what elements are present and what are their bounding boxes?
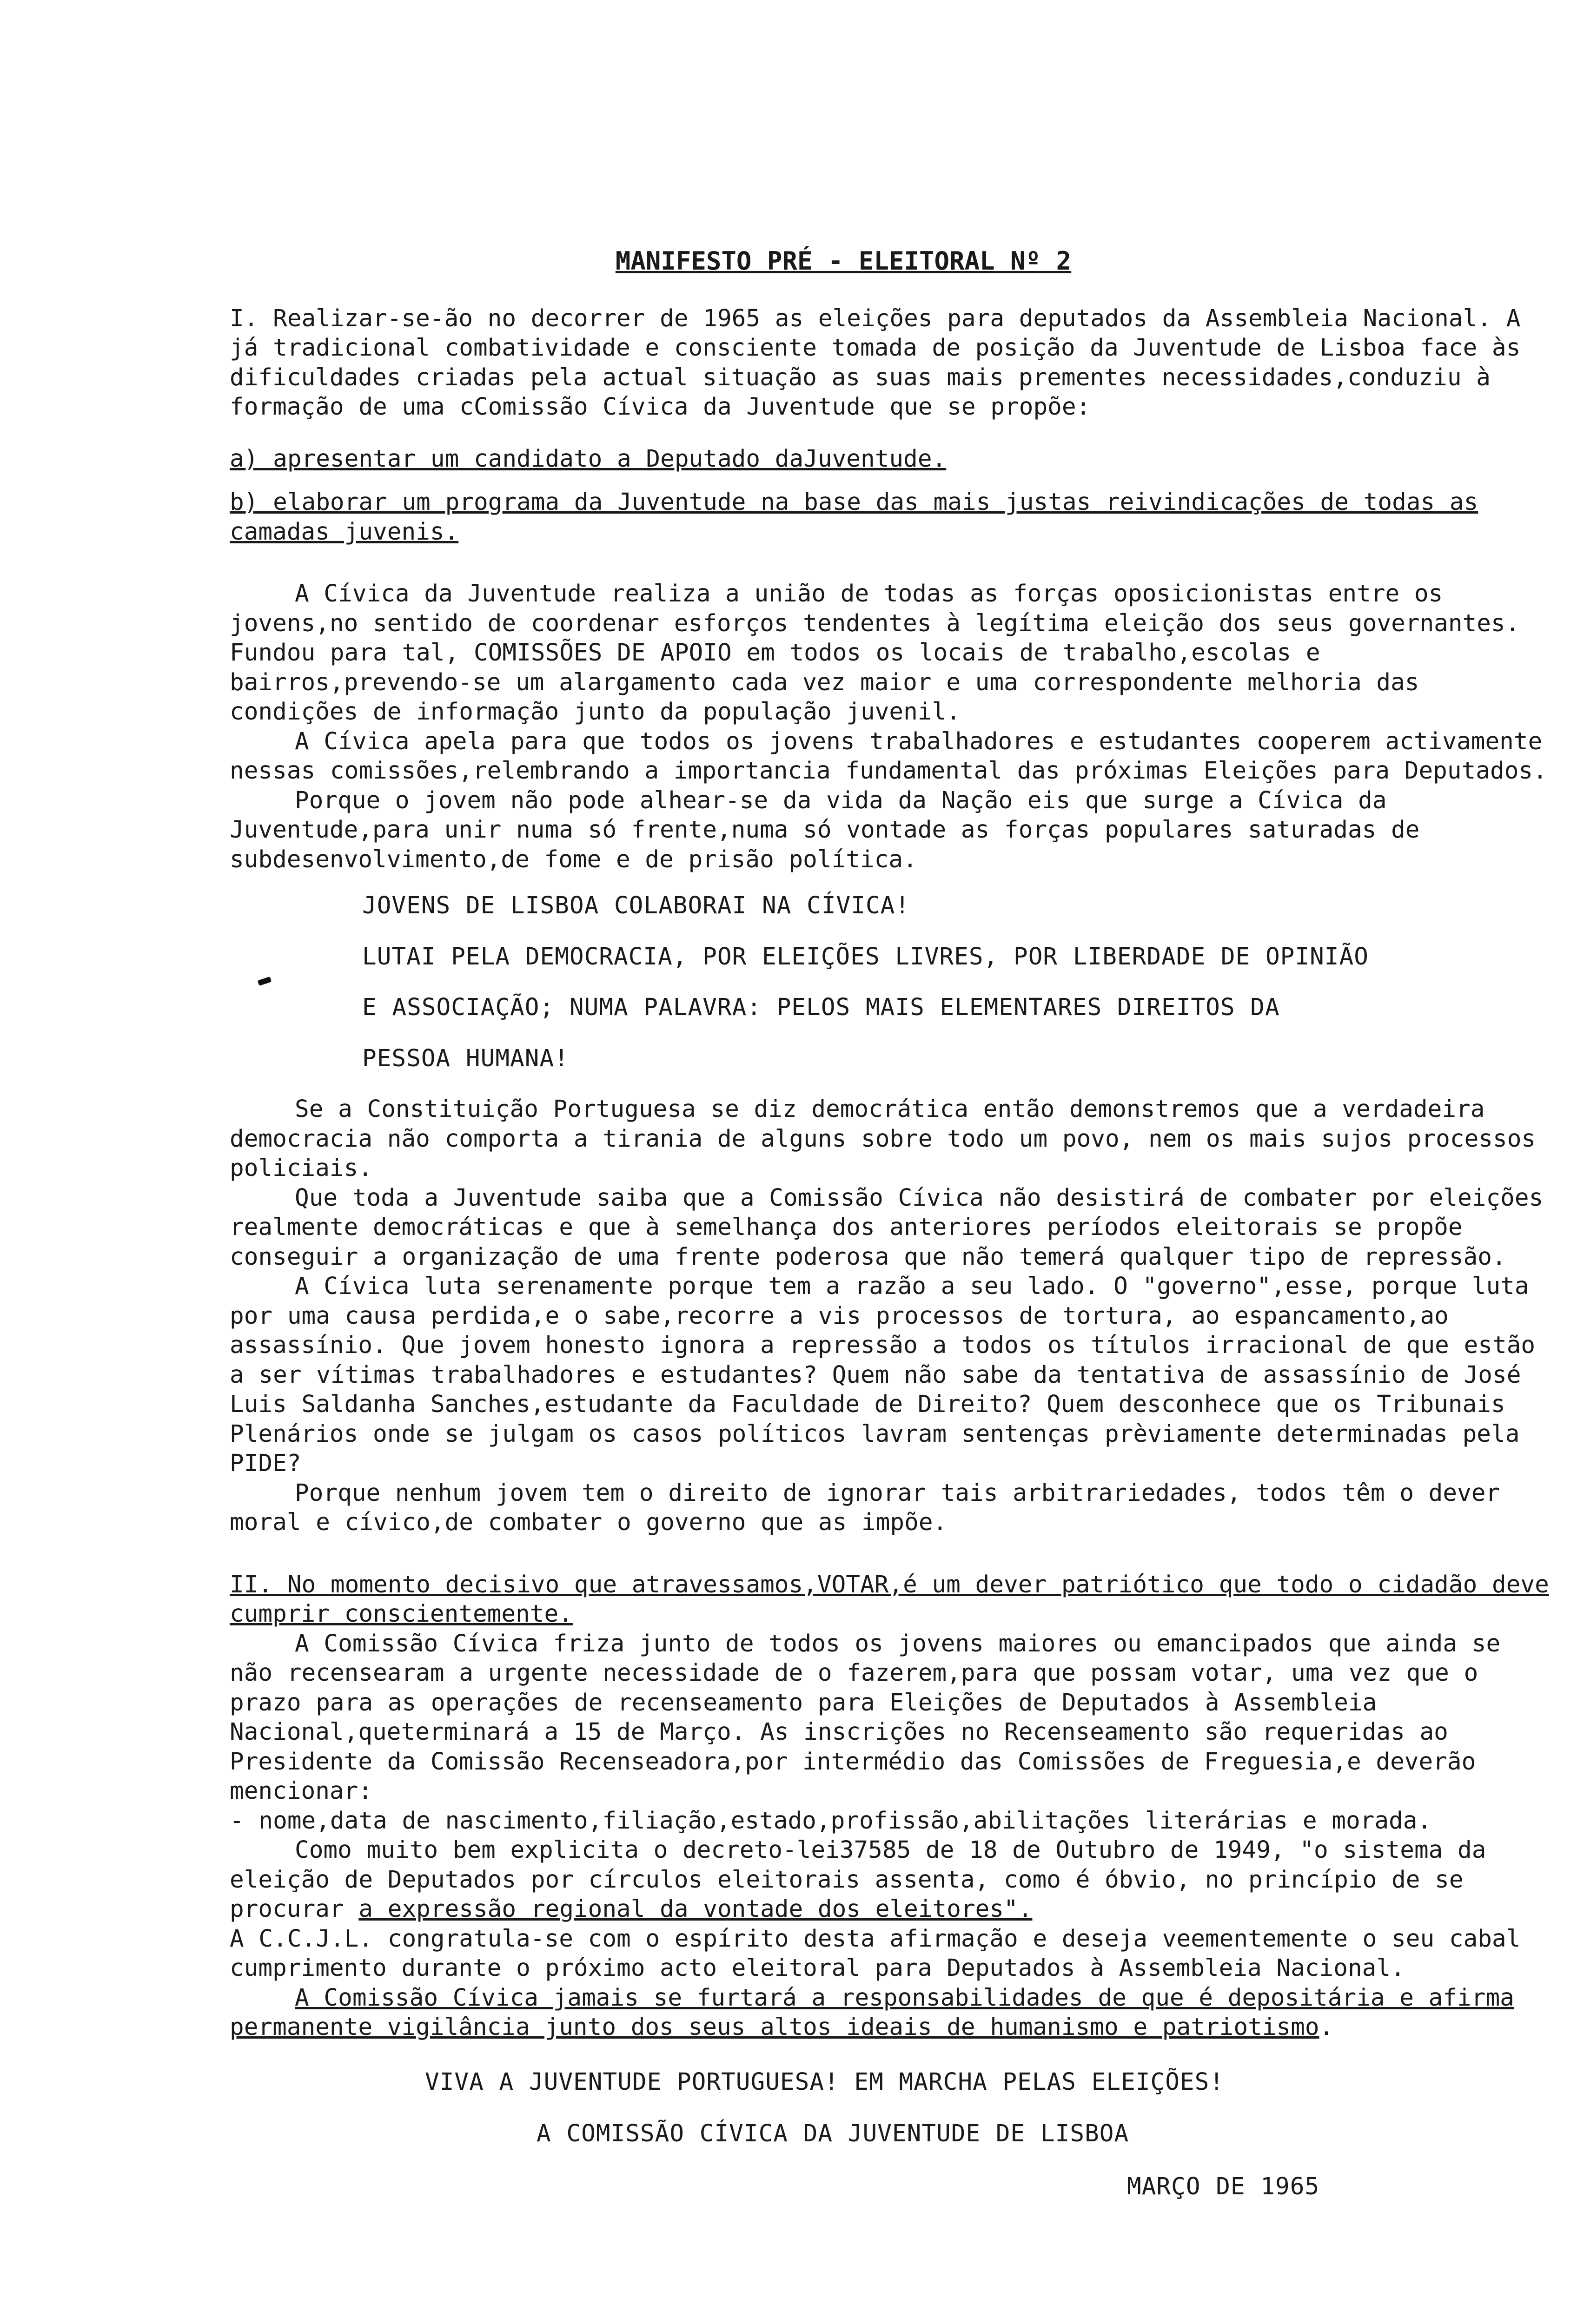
paragraph-commission-resolve: Que toda a Juventude saiba que a Comissão Cívica não desistirá de combater por eleições realmente democráticas e que à semelhança dos anteriores períodos eleitorais se propõe conseguir a organização de uma frente poderosa que não temerá qualquer tipo de repressão. bbox=[230, 1184, 1544, 1271]
vigilance-end: . bbox=[1319, 2014, 1334, 2041]
paragraph-youth-nation: Porque o jovem não pode alhear-se da vida da Nação eis que surge a Cívica da Juventude,para unir numa só frente,numa só vontade as forças populares saturadas de subdesenvolvimento,de fome e de prisão política. bbox=[230, 786, 1420, 873]
paragraph-civica-unites: A Cívica da Juventude realiza a união de todas as forças oposicionistas entre os jovens,no sentido de coordenar esforços tendentes à legítima eleição dos seus governantes. Fundou para tal, COMISSÕES DE APOIO em todos os locais de trabalho,escolas e bairros,prevendo-se um alargamento cada vez maior e uma correspondente melhoria das condições de informação junto da população juvenil. bbox=[230, 580, 1520, 726]
section-1-intro: I. Realizar-se-ão no decorrer de 1965 as eleições para deputados da Assembleia Nacional. A já tradicional combatividade e consciente tomada de posição da Juventude de Lisboa face às dificuldades criadas pela actual situação as suas mais prementes necessidades,conduziu à formação de uma cComissão Cívica da Juventude que se propõe: bbox=[230, 304, 1521, 421]
closing-slogan: VIVA A JUVENTUDE PORTUGUESA! EM MARCHA PELAS ELEIÇÕES! bbox=[425, 2068, 1225, 2096]
section-2-heading: II. No momento decisivo que atravessamos,VOTAR,é um dever patriótico que todo o cidadão deve cumprir conscientemente. bbox=[230, 1571, 1549, 1628]
closing-signature: A COMISSÃO CÍVICA DA JUVENTUDE DE LISBOA bbox=[537, 2120, 1129, 2147]
closing-date: MARÇO DE 1965 bbox=[1127, 2172, 1320, 2200]
paragraph-census: A Comissão Cívica friza junto de todos os jovens maiores ou emancipados que ainda se não recensearam a urgente necessidade de o fazerem,para que possam votar, uma vez que o prazo para as operações de recenseamento para Eleições de Deputados à Assembleia Nacional,queterminará a 15 de Março. As inscrições no Recenseamento são requeridas ao Presidente da Comissão Recenseadora,por intermédio das Comissões de Freguesia,e deverão mencionar: bbox=[230, 1630, 1501, 1805]
slogan-line: JOVENS DE LISBOA COLABORAI NA CÍVICA! bbox=[362, 892, 910, 919]
paragraph-ccjl: A C.C.J.L. congratula-se com o espírito desta afirmação e deseja veementemente o seu cabal cumprimento durante o próximo acto eleitoral para Deputados à Assembleia Nacional. bbox=[230, 1925, 1521, 1982]
paragraph-vigilance bbox=[230, 1983, 1555, 2042]
slogan-line: LUTAI PELA DEMOCRACIA, POR ELEIÇÕES LIVRES, POR LIBERDADE DE OPINIÃO bbox=[362, 943, 1369, 971]
vigilance-underlined: A Comissão Cívica jamais se furtará a responsabilidades de que é depositária e afirma permanente vigilância junto dos seus altos ideais de humanismo e patriotismo bbox=[230, 1984, 1514, 2041]
manifesto-document bbox=[230, 246, 1555, 2201]
slogan-line: E ASSOCIAÇÃO; NUMA PALAVRA: PELOS MAIS ELEMENTARES DIREITOS DA bbox=[362, 994, 1280, 1021]
decree-quote-underlined: a expressão regional da vontade dos eleitores". bbox=[358, 1895, 1033, 1923]
paragraph-decree bbox=[230, 1835, 1555, 1924]
slogan-line: PESSOA HUMANA! bbox=[362, 1044, 569, 1072]
section-1-item-a: a) apresentar um candidato a Deputado daJuventude. bbox=[230, 445, 947, 473]
census-requirements: - nome,data de nascimento,filiação,estado,profissão,abilitações literárias e morada. bbox=[230, 1807, 1432, 1835]
section-1-item-b: b) elaborar um programa da Juventude na base das mais justas reivindicações de todas as camadas juvenis. bbox=[230, 489, 1478, 546]
paragraph-duty: Porque nenhum jovem tem o direito de ignorar tais arbitrariedades, todos têm o dever moral e cívico,de combater o governo que as impõe. bbox=[230, 1479, 1500, 1536]
decree-text: Como muito bem explicita o decreto-lei37585 de 18 de Outubro de 1949, "o sistema da eleição de Deputados por círculos eleitorais assenta, como é óbvio, no princípio de se procurar bbox=[230, 1836, 1486, 1923]
document-title: MANIFESTO PRÉ - ELEITORAL Nº 2 bbox=[615, 246, 1072, 276]
paragraph-repression: A Cívica luta serenamente porque tem a razão a seu lado. O "governo",esse, porque luta por uma causa perdida,e o sabe,recorre a vis processos de tortura, ao espancamento,ao assassínio. Que jovem honesto ignora a repressão a todos os títulos irracional de que estão a ser vítimas trabalhadores e estudantes? Quem não sabe da tentativa de assassínio de José Luis Saldanha Sanches,estudante da Faculdade de Direito? Quem desconhece que os Tribunais Plenários onde se julgam os casos políticos lavram sentenças prèviamente determinadas pela PIDE? bbox=[230, 1273, 1536, 1477]
slogans-block bbox=[362, 891, 1555, 1073]
paragraph-constitution: Se a Constituição Portuguesa se diz democrática então demonstremos que a verdadeira democracia não comporta a tirania de alguns sobre todo um povo, nem os mais sujos processos policiais. bbox=[230, 1096, 1536, 1182]
paragraph-civica-appeal: A Cívica apela para que todos os jovens trabalhadores e estudantes cooperem activamente nessas comissões,relembrando a importancia fundamental das próximas Eleições para Deputados. bbox=[230, 727, 1547, 785]
